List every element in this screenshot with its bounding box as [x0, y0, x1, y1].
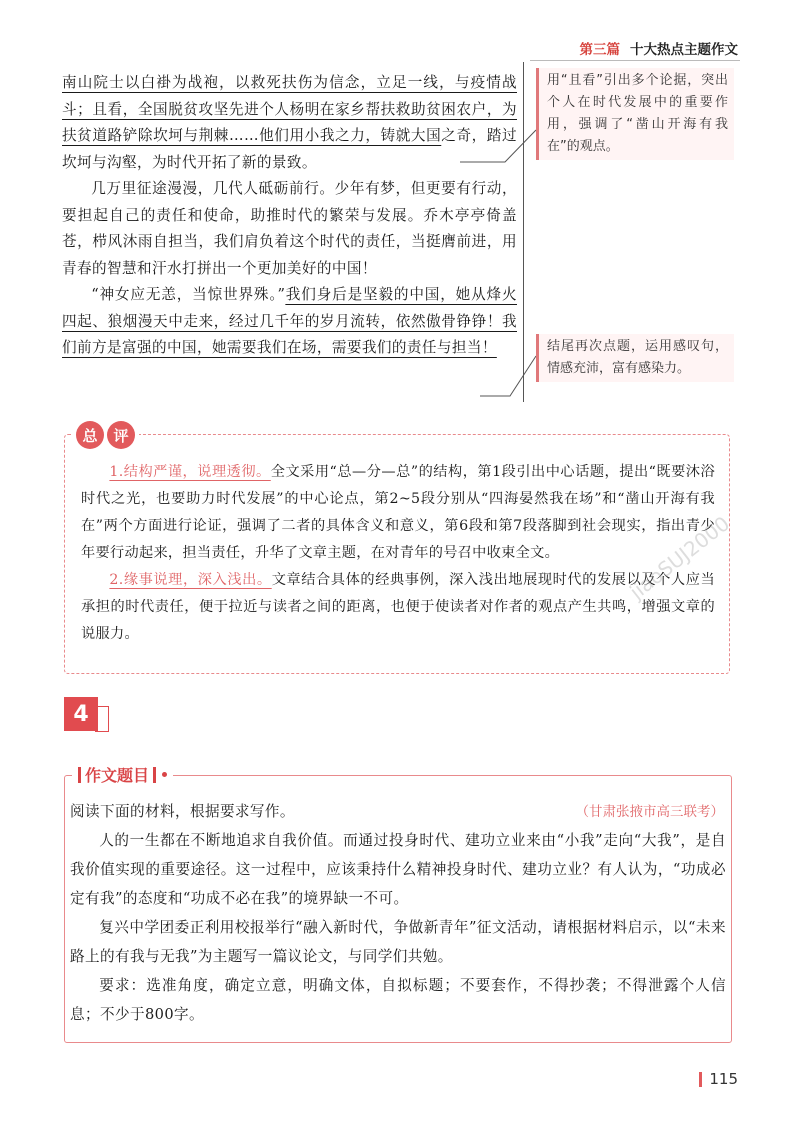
topic-source: （甘肃张掖市高三联考） — [575, 804, 724, 820]
underlined-argument: 南山院士以白褂为战袍，以救死扶伤为信念，立足一线，与疫情战斗；且看，全国脱贫攻坚先进个人杨明在家乡帮扶救助贫困农户，为扶贫道路铲除坎坷与荆棘……他们用小我之力，铸就大国 — [62, 74, 517, 144]
topic-intro: 阅读下面的材料，根据要求写作。 — [70, 803, 295, 820]
header-rule — [530, 60, 740, 61]
review-item-2-title: 2.缘事说理，深入浅出。 — [109, 572, 272, 588]
page-number-text: 115 — [709, 1070, 738, 1088]
label-bar-icon — [78, 767, 81, 783]
review-item-2 — [81, 567, 715, 648]
running-header — [580, 38, 739, 58]
section-number: 4 — [64, 697, 98, 731]
essay-paragraph-1 — [62, 70, 517, 176]
label-bar-icon — [153, 767, 156, 783]
topic-paragraph-2: 复兴中学团委正利用校报举行“融入新时代，争做新青年”征文活动，请根据材料启示，以“未来路上的有我与无我”为主题写一篇议论文，与同学们共勉。 — [70, 919, 726, 965]
annotation-divider — [523, 62, 524, 402]
review-box — [64, 434, 730, 674]
review-item-1-text: 全文采用“总—分—总”的结构，第1段引出中心话题，提出“既要沐浴时代之光，也要助力时代发展”的中心论点，第2~5段分别从“四海晏然我在场”和“凿山开海有我在”两个方面进行论证，强调了二者的具体含义和意义，第6段和第7段落脚到社会现实，指出青少年要行动起来，担当责任，升华了文章主题，在对青年的号召中收束全文。 — [81, 464, 715, 561]
essay-paragraph-3 — [62, 282, 517, 362]
review-badge — [72, 421, 139, 449]
review-item-2-text: 文章结合具体的经典事例，深入浅出地展现时代的发展以及个人应当承担的时代责任，便于拉近与读者之间的距离，也便于使读者对作者的观点产生共鸣，增强文章的说服力。 — [81, 572, 715, 642]
topic-label-text: 作文题目 — [85, 766, 150, 785]
review-badge-char-2: 评 — [107, 421, 135, 449]
topic-requirements: 要求：选准角度，确定立意，明确文体，自拟标题；不要套作，不得抄袭；不得泄露个人信息；不少于800字。 — [70, 977, 726, 1023]
review-item-1-title: 1.结构严谨，说理透彻。 — [109, 464, 271, 480]
review-item-1 — [81, 459, 715, 567]
section-number-tail — [95, 706, 109, 732]
part-title: 十大热点主题作文 — [630, 42, 738, 58]
topic-label — [72, 763, 173, 786]
page-number-bar-icon — [699, 1072, 702, 1087]
essay-paragraph-1-end: 之奇，踏过坎坷与沟壑，为时代开拓了新的景致。 — [62, 127, 517, 171]
label-dot-icon — [162, 772, 167, 777]
margin-note-2: 结尾再次点题，运用感叹句，情感充沛，富有感染力。 — [536, 334, 734, 382]
review-badge-char-1: 总 — [76, 421, 104, 449]
topic-content — [70, 797, 726, 1029]
part-label: 第三篇 — [579, 42, 620, 58]
page-number — [699, 1070, 738, 1088]
essay-excerpt — [62, 70, 517, 362]
watermark: jiaoSUJ2000 — [625, 511, 735, 604]
margin-note-1: 用“且看”引出多个论据，突出个人在时代发展中的重要作用，强调了“凿山开海有我在”的观点。 — [536, 68, 734, 160]
essay-paragraph-2: 几万里征途漫漫，几代人砥砺前行。少年有梦，但更要有行动，要担起自己的责任和使命，助推时代的繁荣与发展。乔木亭亭倚盖苍，栉风沐雨自担当，我们肩负着这个时代的责任，当挺膺前进，用青春的智慧和汗水打拼出一个更加美好的中国！ — [62, 180, 517, 277]
topic-paragraph-1: 人的一生都在不断地追求自我价值。而通过投身时代、建功立业来由“小我”走向“大我”，是自我价值实现的重要途径。这一过程中，应该秉持什么精神投身时代、建功立业？有人认为，“功成必定有我”的态度和“功成不必在我”的境界缺一不可。 — [70, 832, 726, 907]
poem-quote: “神女应无恙，当惊世界殊。” — [91, 286, 286, 303]
underlined-conclusion: 我们身后是坚毅的中国，她从烽火四起、狼烟漫天中走来，经过几千年的岁月流转，依然傲骨铮铮！我们前方是富强的中国，她需要我们在场，需要我们的责任与担当！ — [62, 286, 517, 356]
